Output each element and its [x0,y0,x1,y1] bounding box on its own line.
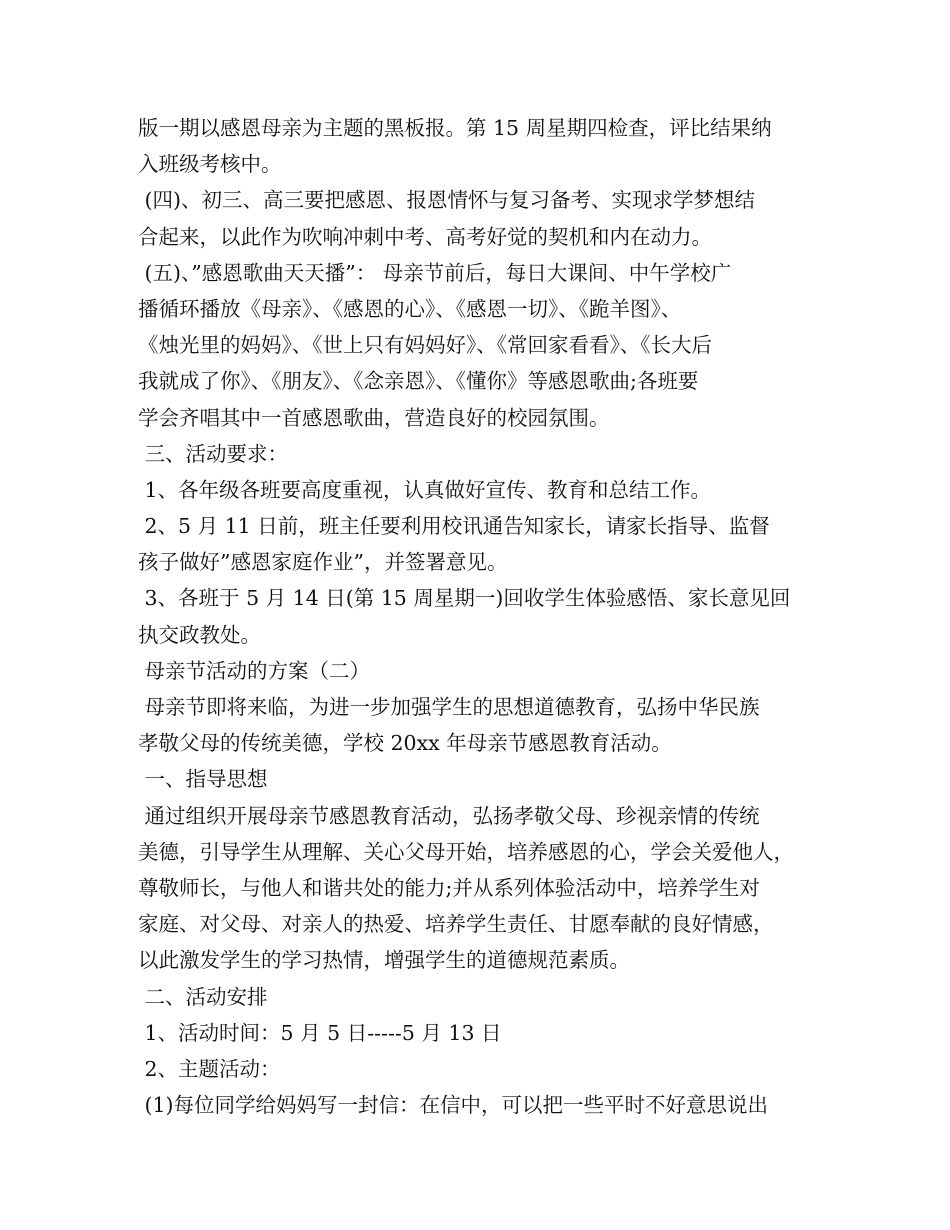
text-line: 我就成了你》、《朋友》、《念亲恩》、《懂你》等感恩歌曲;各班要 [138,369,699,394]
text-line: 通过组织开展母亲节感恩教育活动，弘扬孝敬父母、珍视亲情的传统 [138,803,760,828]
text-line: 1、各年级各班要高度重视，认真做好宣传、教育和总结工作。 [138,477,712,502]
text-line: 尊敬师长，与他人和谐共处的能力;并从系列体验活动中，培养学生对 [138,875,760,900]
section-heading: 三、活动要求： [138,441,289,466]
text-line: 以此激发学生的学习热情，增强学生的道德规范素质。 [138,948,630,973]
text-line: 2、主题活动： [138,1056,281,1081]
text-line: 《烛光里的妈妈》、《世上只有妈妈好》、《常回家看看》、《长大后 [138,333,712,358]
section-heading: 二、活动安排 [138,984,268,1009]
text-line: 2、5 月 11 日前，班主任要利用校讯通告知家长，请家长指导、监督 [138,514,770,539]
document-title: 母亲节活动的方案（二） [138,658,371,683]
text-line: 1、活动时间：5 月 5 日-----5 月 13 日 [138,1020,502,1045]
text-line: 学会齐唱其中一首感恩歌曲，营造良好的校园氛围。 [138,405,610,430]
text-line: 播循环播放《母亲》、《感恩的心》、《感恩一切》、《跪羊图》、 [138,296,682,321]
text-line: 入班级考核中。 [138,152,282,177]
text-line: 母亲节即将来临，为进一步加强学生的思想道德教育，弘扬中华民族 [138,695,760,719]
text-line: 合起来，以此作为吹响冲刺中考、高考好觉的契机和内在动力。 [138,224,712,249]
text-line: 孩子做好”感恩家庭作业”，并签署意见。 [138,550,508,575]
text-line: 美德，引导学生从理解、关心父母开始，培养感恩的心，学会关爱他人， [138,839,794,864]
section-heading: 一、指导思想 [138,767,268,792]
text-line: (四)、初三、高三要把感恩、报恩情怀与复习备考、实现求学梦想结 [138,188,756,213]
text-line: 3、各班于 5 月 14 日(第 15 周星期一)回收学生体验感悟、家长意见回 [138,586,791,611]
text-line: 家庭、对父母、对亲人的热爱、培养学生责任、甘愿奉献的良好情感， [138,912,774,937]
text-line: (五)、”感恩歌曲天天播”： 母亲节前后，每日大课间、中午学校广 [138,260,732,285]
text-line: 版一期以感恩母亲为主题的黑板报。第 15 周星期四检查，评比结果纳 [138,116,772,140]
text-line: 执交政教处。 [138,622,261,647]
text-line: (1)每位同学给妈妈写一封信：在信中，可以把一些平时不好意思说出 [138,1093,769,1118]
document-body [138,110,828,1123]
text-line: 孝敬父母的传统美德，学校 20xx 年母亲节感恩教育活动。 [138,731,672,756]
